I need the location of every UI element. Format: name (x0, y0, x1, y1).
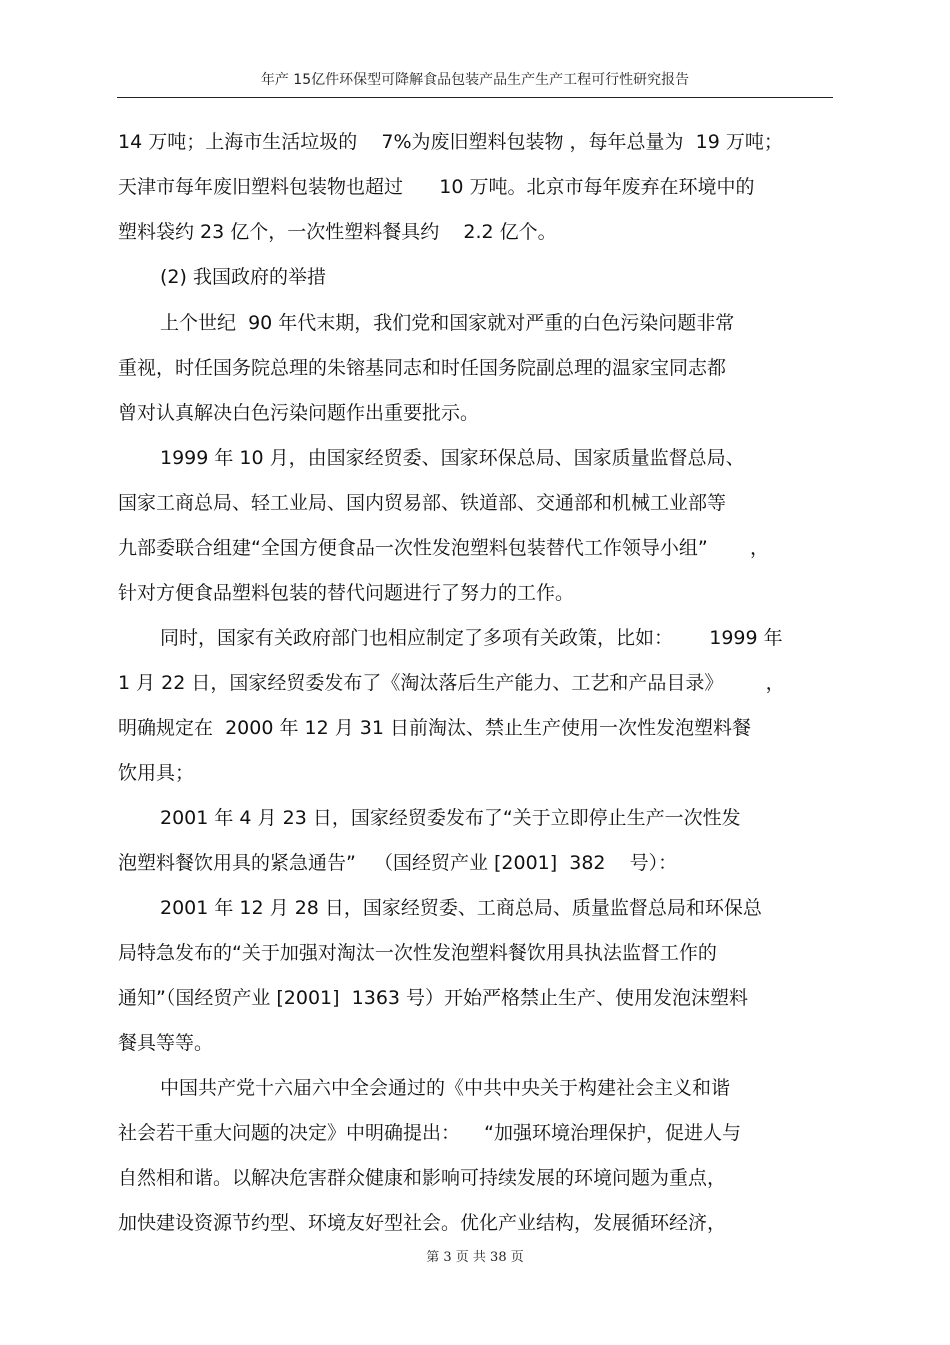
body-line: 2001 年 4 月 23 日，国家经贸委发布了“关于立即停止生产一次性发 (160, 807, 741, 829)
body-line: 2001 年 12 月 28 日，国家经贸委、工商总局、质量监督总局和环保总 (160, 897, 762, 919)
body-line: 上个世纪 90 年代末期，我们党和国家就对严重的白色污染问题非常 (160, 312, 735, 334)
body-line: 明确规定在 2000 年 12 月 31 日前淘汰、禁止生产使用一次性发泡塑料餐 (118, 717, 751, 739)
body-line: 塑料袋约 23 亿个，一次性塑料餐具约 2.2 亿个。 (118, 221, 557, 243)
body-line: 加快建设资源节约型、环境友好型社会。优化产业结构，发展循环经济， (118, 1212, 727, 1234)
body-line: 通知”（国经贸产业 [2001] 1363 号）开始严格禁止生产、使用发泡沫塑料 (118, 987, 749, 1009)
body-line: 泡塑料餐饮用具的紧急通告” （国经贸产业 [2001] 382 号）： (118, 852, 678, 874)
body-line: 天津市每年废旧塑料包装物也超过 10 万吨。北京市每年废弃在环境中的 (118, 176, 755, 198)
body-line: 1999 年 10 月，由国家经贸委、国家环保总局、国家质量监督总局、 (160, 447, 745, 469)
body-line: 曾对认真解决白色污染问题作出重要批示。 (118, 402, 480, 424)
body-line: 1 月 22 日，国家经贸委发布了《淘汰落后生产能力、工艺和产品目录》 ， (118, 672, 785, 694)
body-line: 14 万吨；上海市生活垃圾的 7%为废旧塑料包装物 ，每年总量为 19 万吨； (118, 131, 783, 153)
body-line: 餐具等等。 (118, 1032, 214, 1054)
section-heading: (2) 我国政府的举措 (160, 266, 326, 288)
body-line: 同时，国家有关政府部门也相应制定了多项有关政策，比如： 1999 年 (160, 627, 783, 649)
body-line: 重视，时任国务院总理的朱镕基同志和时任国务院副总理的温家宝同志都 (118, 357, 727, 379)
body-line: 国家工商总局、轻工业局、国内贸易部、铁道部、交通部和机械工业部等 (118, 492, 727, 514)
header-divider (117, 97, 833, 98)
body-line: 针对方便食品塑料包装的替代问题进行了努力的工作。 (118, 582, 575, 604)
body-line: 自然相和谐。以解决危害群众健康和影响可持续发展的环境问题为重点， (118, 1167, 727, 1189)
body-line: 饮用具； (118, 762, 195, 784)
page-number-footer: 第 3 页 共 38 页 (426, 1250, 524, 1265)
page-header-title: 年产 15亿件环保型可降解食品包装产品生产生产工程可行性研究报告 (260, 72, 690, 88)
body-line: 局特急发布的“关于加强对淘汰一次性发泡塑料餐饮用具执法监督工作的 (118, 942, 717, 964)
body-line: 中国共产党十六届六中全会通过的《中共中央关于构建社会主义和谐 (160, 1077, 731, 1099)
body-line: 社会若干重大问题的决定》中明确提出： “加强环境治理保护，促进人与 (118, 1122, 742, 1144)
body-line: 九部委联合组建“全国方便食品一次性发泡塑料包装替代工作领导小组” ， (118, 537, 769, 559)
